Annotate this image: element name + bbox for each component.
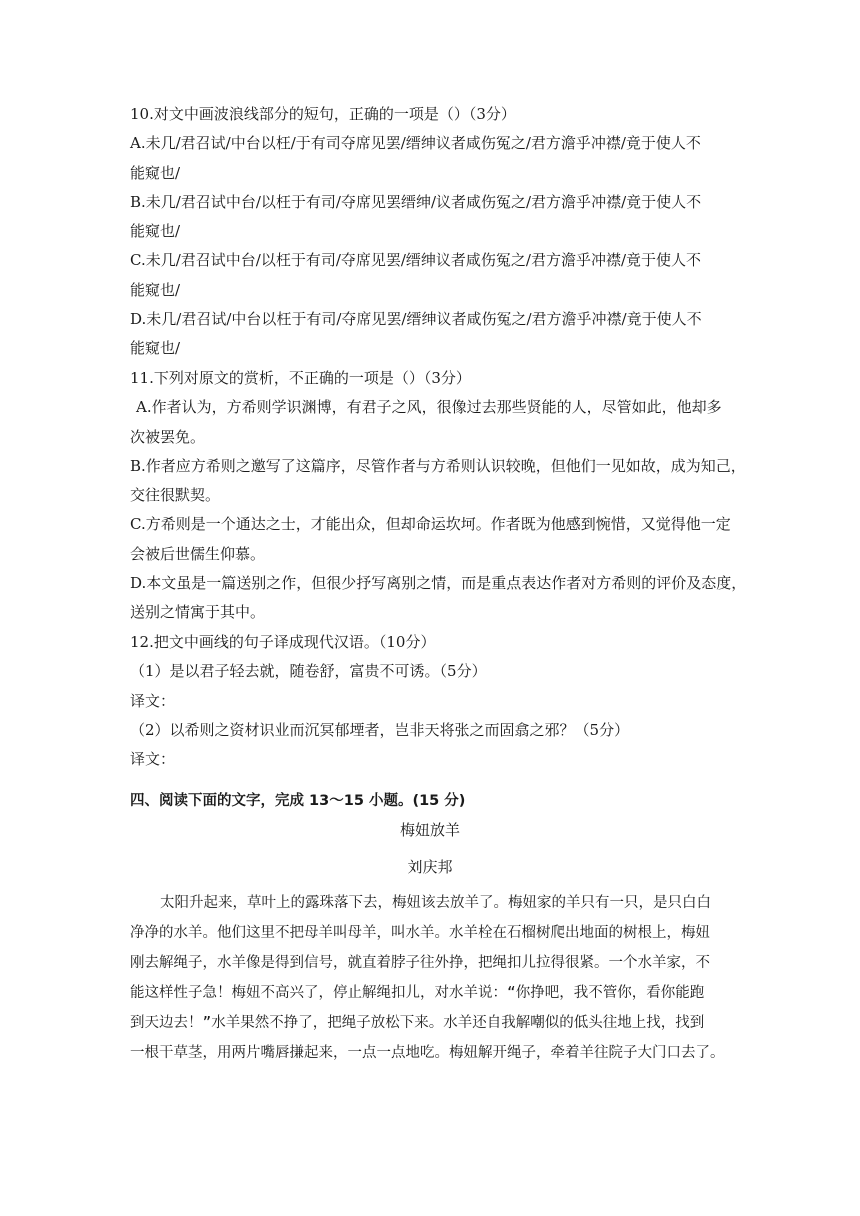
story-line: 太阳升起来，草叶上的露珠落下去，梅妞该去放羊了。梅妞家的羊只有一只，是只白白 — [160, 895, 711, 911]
story-title: 梅妞放羊 — [399, 821, 460, 839]
q11-option-c-line2: 会被后世儒生仰慕。 — [130, 544, 266, 563]
question-11-stem: 11.下列对原文的赏析，不正确的一项是（）（3分） — [130, 369, 471, 387]
question-12 — [130, 628, 730, 774]
story-body — [130, 888, 735, 1068]
q12-translation-2: 译文： — [130, 750, 176, 769]
q10-option-d-line2: 能窥也/ — [130, 339, 181, 358]
q10-option-c-line1: C.未几/君召试中台/以枉于有司/夺席见罢/缙绅议者咸伤冤之/君方澹乎冲襟/竟于使人不 — [130, 251, 702, 270]
q11-option-a-line1: A.作者认为，方希则学识渊博，有君子之风，很像过去那些贤能的人，尽管如此，他却多 — [136, 398, 722, 417]
story-line: 到天边去！”水羊果然不挣了，把绳子放松下来。水羊还自我解嘲似的低头往地上找，找到 — [130, 1015, 705, 1031]
q11-option-b-line2: 交往很默契。 — [130, 486, 221, 505]
section-4-heading: 四、阅读下面的文字，完成 13～15 小题。(15 分) — [130, 793, 466, 809]
q10-option-c-line2: 能窥也/ — [130, 280, 181, 299]
q12-sentence-1: （1）是以君子轻去就，随卷舒，富贵不可诱。（5分） — [130, 662, 487, 681]
question-10-stem: 10.对文中画波浪线部分的短句，正确的一项是（）（3分） — [130, 105, 516, 123]
story-line: 净净的水羊。他们这里不把母羊叫母羊，叫水羊。水羊栓在石榴树爬出地面的树根上，梅妞 — [130, 925, 710, 941]
q11-option-d-line1: D.本文虽是一篇送别之作，但很少抒写离别之情，而是重点表达作者对方希则的评价及态度， — [130, 574, 747, 593]
q11-option-b-line1: B.作者应方希则之邀写了这篇序，尽管作者与方希则认识较晚，但他们一见如故，成为知己， — [130, 456, 746, 475]
q12-sentence-2: （2）以希则之资材识业而沉冥郁堙者，岂非天将张之而固翕之邪？（5分） — [130, 720, 630, 739]
question-10 — [130, 100, 730, 364]
story-line: 能这样性子急！梅妞不高兴了，停止解绳扣儿，对水羊说：“你挣吧，我不管你，看你能跑 — [130, 985, 705, 1001]
question-11 — [130, 364, 747, 628]
q11-option-d-line2: 送别之情寓于其中。 — [130, 603, 266, 622]
q10-option-b-line2: 能窥也/ — [130, 222, 181, 241]
q10-option-a-line1: A.未几/君召试/中台以枉/于有司夺席见罢/缙绅议者咸伤冤之/君方澹乎冲襟/竟于使人不 — [130, 134, 701, 153]
story-author: 刘庆邦 — [407, 858, 453, 876]
q12-translation-1: 译文： — [130, 691, 176, 710]
q11-option-a-line2: 次被罢免。 — [130, 427, 206, 446]
q10-option-a-line2: 能窥也/ — [130, 163, 181, 182]
story-line: 一根干草茎，用两片嘴唇搛起来，一点一点地吃。梅妞解开绳子，牵着羊往院子大门口去了。 — [130, 1045, 725, 1061]
q11-option-c-line1: C.方希则是一个通达之士，才能出众，但却命运坎坷。作者既为他感到惋惜，又觉得他一定 — [130, 515, 731, 534]
story-line: 刚去解绳子，水羊像是得到信号，就直着脖子往外挣，把绳扣儿拉得很紧。一个水羊家，不 — [130, 955, 710, 971]
q10-option-d-line1: D.未几/君召试/中台以枉于有司/夺席见罢/缙绅议者咸伤冤之/君方澹乎冲襟/竟于使人不 — [130, 310, 702, 329]
q10-option-b-line1: B.未几/君召试中台/以枉于有司/夺席见罢缙绅/议者咸伤冤之/君方澹乎冲襟/竟于使人不 — [130, 192, 702, 211]
question-12-stem: 12.把文中画线的句子译成现代汉语。（10分） — [130, 633, 436, 651]
